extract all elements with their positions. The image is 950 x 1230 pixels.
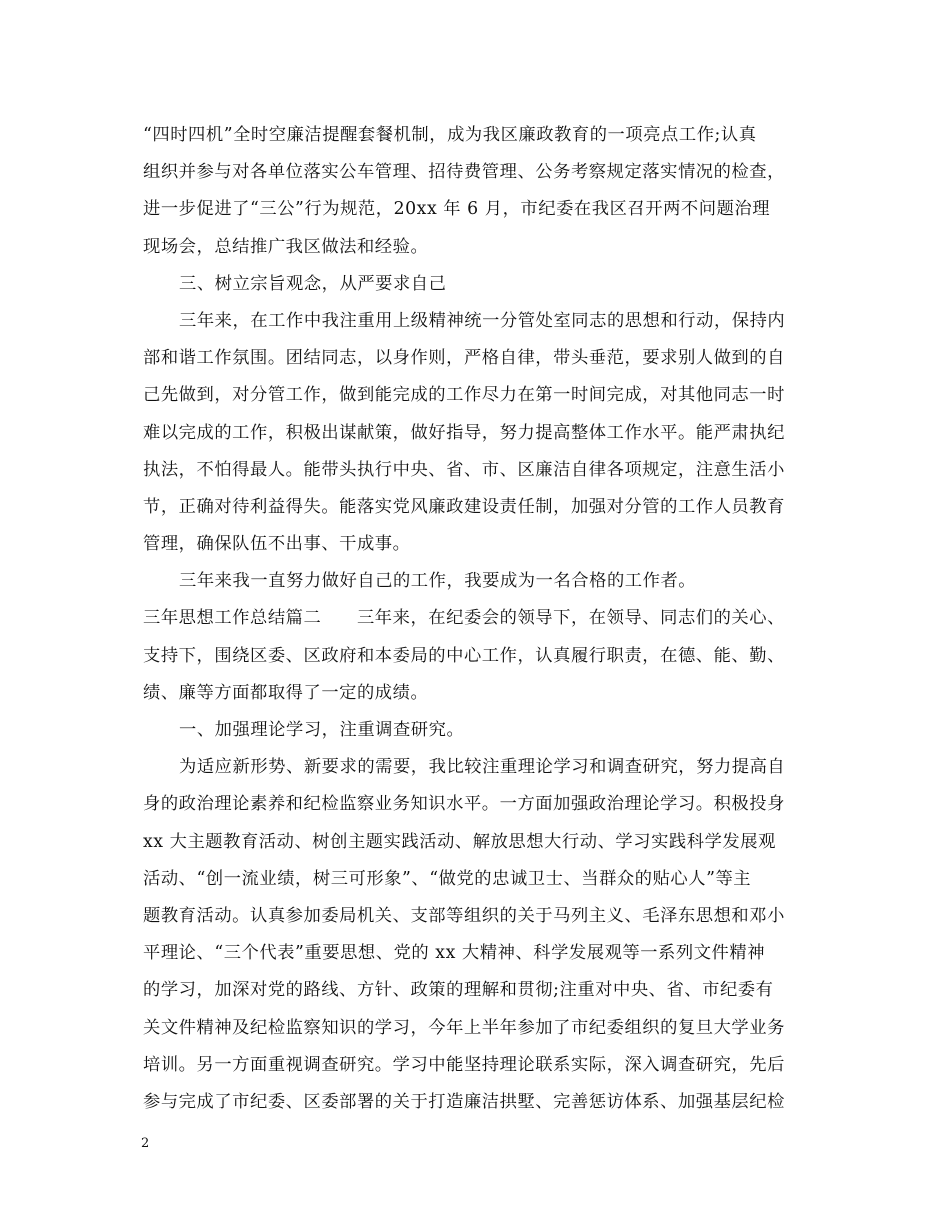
paragraph-line: 管理，确保队伍不出事、干成事。 xyxy=(143,534,411,555)
paragraph-line: 的学习，加深对党的路线、方针、政策的理解和贯彻;注重对中央、省、市纪委有 xyxy=(143,980,774,1001)
document-body xyxy=(143,117,811,1121)
paragraph-line: “四时四机”全时空廉洁提醒套餐机制，成为我区廉政教育的一项亮点工作;认真 xyxy=(143,125,757,145)
paragraph-line: 节，正确对待利益得失。能落实党风廉政建设责任制，加强对分管的工作人员教育 xyxy=(143,496,785,517)
paragraph-line: 现场会，总结推广我区做法和经验。 xyxy=(143,236,429,257)
paragraph-line-indented: 为适应新形势、新要求的需要，我比较注重理论学习和调查研究，努力提高自 xyxy=(179,757,786,778)
paragraph-line: 关文件精神及纪检监察知识的学习，今年上半年参加了市纪委组织的复旦大学业务 xyxy=(143,1017,785,1038)
paragraph-line: 执法，不怕得最人。能带头执行中央、省、市、区廉洁自律各项规定，注意生活小 xyxy=(143,459,785,480)
paragraph-line: 绩、廉等方面都取得了一定的成绩。 xyxy=(143,682,429,703)
paragraph-line: 参与完成了市纪委、区委部署的关于打造廉洁拱墅、完善惩访体系、加强基层纪检 xyxy=(143,1091,785,1112)
paragraph-line: 难以完成的工作，积极出谋献策，做好指导，努力提高整体工作水平。能严肃执纪 xyxy=(143,422,785,443)
paragraph-line: 组织并参与对各单位落实公车管理、招待费管理、公务考察规定落实情况的检查， xyxy=(143,162,785,183)
paragraph-line: 平理论、“三个代表”重要思想、党的 xx 大精神、科学发展观等一系列文件精神 xyxy=(143,943,766,964)
page-number: 2 xyxy=(141,1136,150,1151)
paragraph-line: 部和谐工作氛围。团结同志，以身作则，严格自律，带头垂范，要求别人做到的自 xyxy=(143,348,785,369)
paragraph-line: 身的政治理论素养和纪检监察业务知识水平。一方面加强政治理论学习。积极投身 xyxy=(143,794,785,815)
paragraph-line: 进一步促进了“三公”行为规范，20xx 年 6 月，市纪委在我区召开两不问题治理 xyxy=(143,199,771,220)
paragraph-line: 题教育活动。认真参加委局机关、支部等组织的关于马列主义、毛泽东思想和邓小 xyxy=(143,905,785,926)
paragraph-line: 三年思想工作总结篇二 三年来，在纪委会的领导下，在领导、同志们的关心、 xyxy=(143,608,785,629)
paragraph-line: 活动、“创一流业绩，树三可形象”、“做党的忠诚卫士、当群众的贴心人”等主 xyxy=(143,868,752,889)
paragraph-line: 培训。另一方面重视调查研究。学习中能坚持理论联系实际，深入调查研究，先后 xyxy=(143,1054,785,1075)
paragraph-line: 己先做到，对分管工作，做到能完成的工作尽力在第一时间完成，对其他同志一时 xyxy=(143,385,785,406)
paragraph-line: 支持下，围绕区委、区政府和本委局的中心工作，认真履行职责，在德、能、勤、 xyxy=(143,645,785,666)
paragraph-line: xx 大主题教育活动、树创主题实践活动、解放思想大行动、学习实践科学发展观 xyxy=(143,831,776,852)
paragraph-line-indented: 三年来，在工作中我注重用上级精神统一分管处室同志的思想和行动，保持内 xyxy=(179,310,786,331)
paragraph-line-indented: 三年来我一直努力做好自己的工作，我要成为一名合格的工作者。 xyxy=(179,571,697,592)
paragraph-line-indented: 三、树立宗旨观念，从严要求自己 xyxy=(179,273,447,294)
paragraph-line-indented: 一、加强理论学习，注重调查研究。 xyxy=(179,720,465,740)
